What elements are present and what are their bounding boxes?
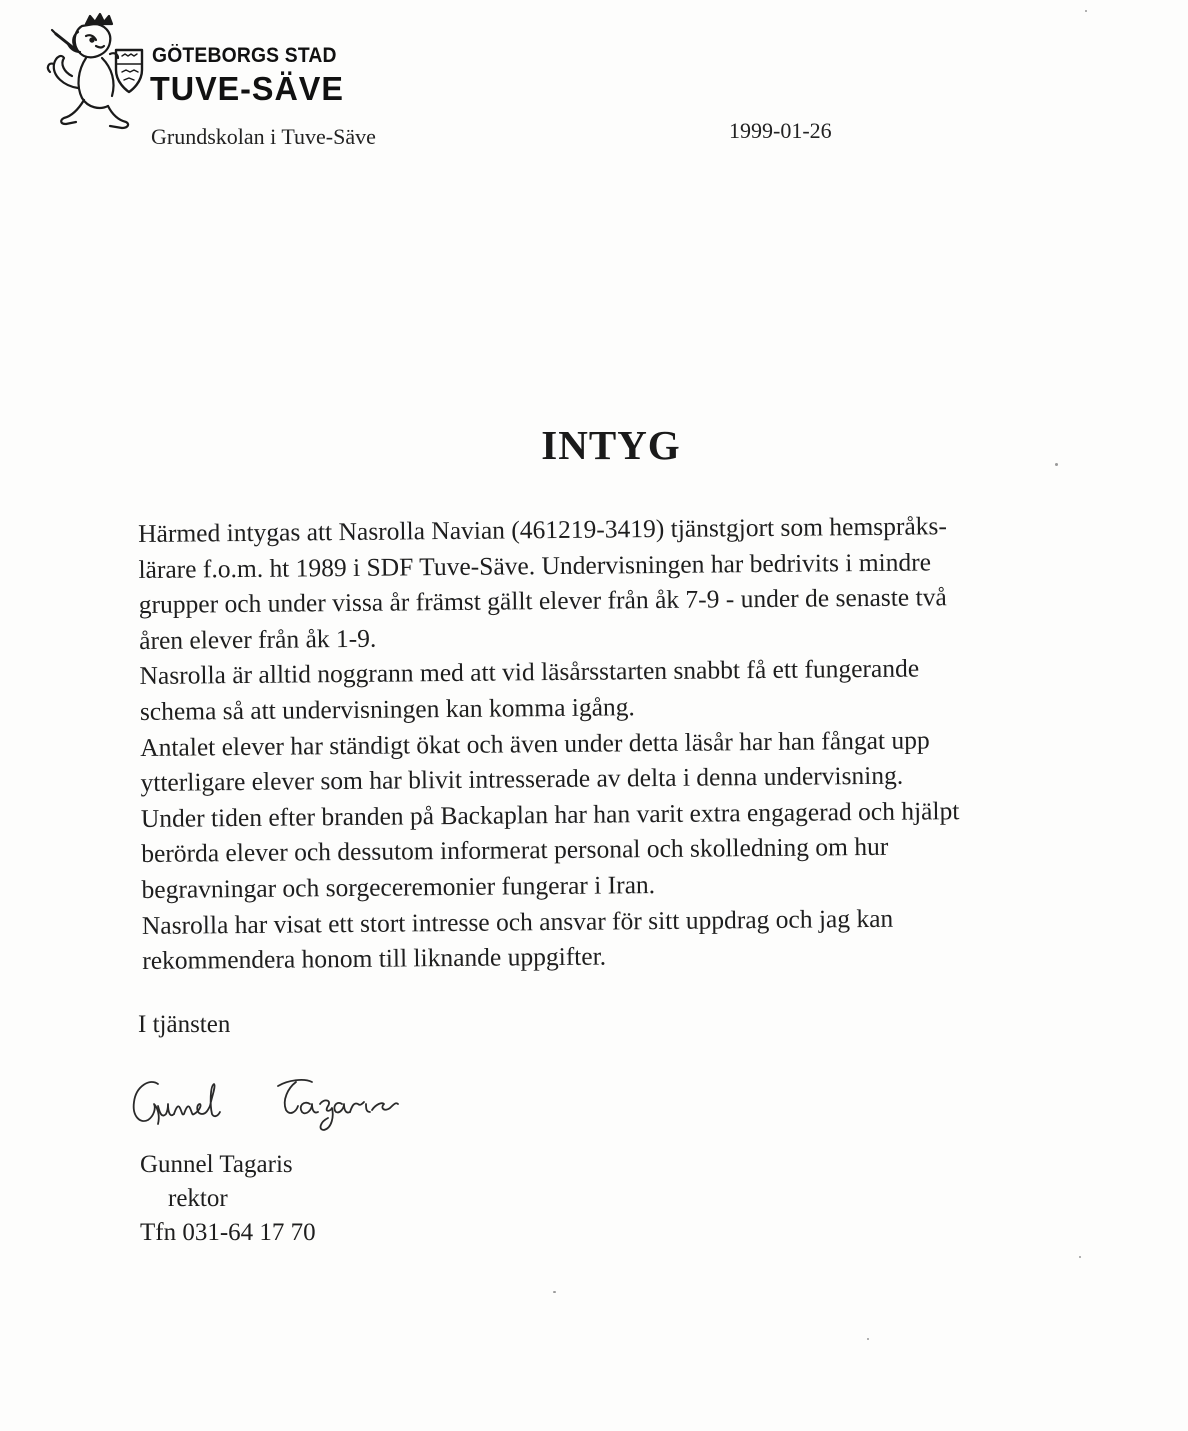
signer-phone: Tfn 031-64 17 70 [140, 1219, 316, 1246]
handwritten-signature [128, 1068, 448, 1138]
body-line: grupper och under vissa år främst gällt elever från åk 7-9 - under de senaste två [138, 582, 947, 620]
letter-body [138, 507, 1102, 979]
body-line: lärare f.o.m. ht 1989 i SDF Tuve-Säve. Undervisningen har bedrivits i mindre [138, 546, 932, 584]
body-line: berörda elever och dessutom informerat personal och skolledning om hur [141, 832, 889, 869]
scan-speck [1055, 463, 1058, 466]
document-title: INTYG [541, 422, 681, 468]
body-line: Nasrolla har visat ett stort intresse och ansvar för sitt uppdrag och jag kan [141, 903, 894, 940]
body-line: Under tiden efter branden på Backaplan har han varit extra engagerad och hjälpt [140, 795, 960, 833]
logo-district-name: TUVE-SÄVE [150, 70, 344, 107]
signer-name: Gunnel Tagaris [140, 1151, 293, 1178]
scan-speck [1085, 10, 1087, 12]
body-line: Härmed intygas att Nasrolla Navian (461219-3419) tjänstgjort som hemspråks- [138, 511, 948, 548]
body-line: ytterligare elever som har blivit intresserade av delta i denna undervisning. [140, 760, 904, 798]
document-date: 1999-01-26 [729, 118, 832, 143]
school-name: Grundskolan i Tuve-Säve [151, 124, 376, 149]
lion-with-shield-icon [42, 10, 154, 132]
body-line: Antalet elever har ständigt ökat och även under detta läsår har han fångat upp [140, 724, 930, 762]
scan-speck [553, 1291, 556, 1293]
signer-title: rektor [168, 1185, 228, 1212]
scan-speck [867, 1338, 869, 1340]
scan-speck [1079, 1256, 1081, 1258]
closing-phrase: I tjänsten [138, 1011, 231, 1038]
body-line: begravningar och sorgeceremonier fungerar i Iran. [141, 869, 656, 904]
body-line: rekommendera honom till liknande uppgifter. [142, 941, 607, 976]
body-line: schema så att undervisningen kan komma igång. [139, 692, 635, 726]
body-line: åren elever från åk 1-9. [139, 623, 377, 655]
logo-city-name: GÖTEBORGS STAD [152, 44, 337, 67]
body-line: Nasrolla är alltid noggrann med att vid läsårsstarten snabbt få ett fungerande [139, 653, 920, 691]
